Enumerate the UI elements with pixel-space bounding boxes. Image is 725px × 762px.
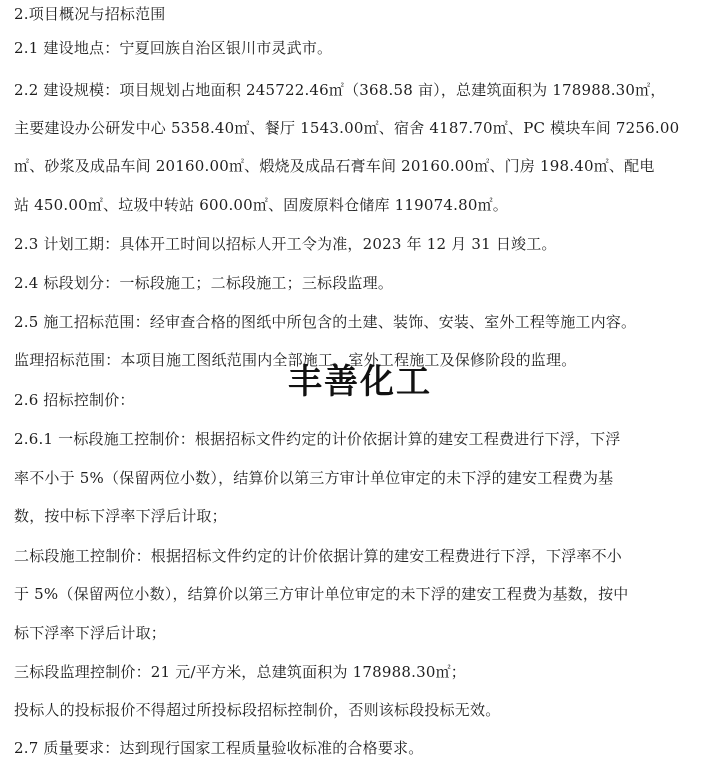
watermark-text: 丰善化工 [288,362,432,402]
scope-supervision-line: 监理招标范围：本项目施工图纸范围内全部施工、室外工程施工及保修阶段的监理。 [14,351,577,369]
section-title: 2.项目概况与招标范围 [14,5,166,23]
lot1-line-2: 率不小于 5%（保留两位小数），结算价以第三方审计单位审定的未下浮的建安工程费为基 [14,469,614,487]
price-title-line: 2.6 招标控制价： [14,391,135,409]
lot2-line-2: 于 5%（保留两位小数），结算价以第三方审计单位审定的未下浮的建安工程费为基数，按中 [14,585,629,603]
location-line: 2.1 建设地点：宁夏回族自治区银川市灵武市。 [14,39,333,57]
scale-line-2: 主要建设办公研发中心 5358.40㎡、餐厅 1543.00㎡、宿舍 4187.70㎡、PC 模块车间 7256.00 [14,119,680,137]
lot2-line-3: 标下浮率下浮后计取； [14,624,167,642]
scale-line-3: ㎡、砂浆及成品车间 20160.00㎡、煅烧及成品石膏车间 20160.00㎡、门房 198.40㎡、配电 [14,157,655,175]
scale-line-1: 2.2 建设规模：项目规划占地面积 245722.46㎡（368.58 亩），总建筑面积为 178988.30㎡， [14,81,666,99]
lot1-line-3: 数，按中标下浮率下浮后计取； [14,507,227,525]
scale-line-4: 站 450.00㎡、垃圾中转站 600.00㎡、固废原料仓储库 119074.80㎡。 [14,196,508,214]
lot1-line-1: 2.6.1 一标段施工控制价：根据招标文件约定的计价依据计算的建安工程费进行下浮，下浮 [14,430,621,448]
bid-limit-line: 投标人的投标报价不得超过所投标段招标控制价，否则该标段投标无效。 [14,701,501,719]
lot2-line-1: 二标段施工控制价：根据招标文件约定的计价依据计算的建安工程费进行下浮，下浮率不小 [14,547,623,565]
scope-construction-line: 2.5 施工招标范围：经审查合格的图纸中所包含的土建、装饰、安装、室外工程等施工内容。 [14,313,637,331]
lot3-line: 三标段监理控制价：21 元/平方米，总建筑面积为 178988.30㎡； [14,663,466,681]
lots-line: 2.4 标段划分：一标段施工；二标段施工；三标段监理。 [14,274,394,292]
schedule-line: 2.3 计划工期：具体开工时间以招标人开工令为准，2023 年 12 月 31 日竣工。 [14,235,557,253]
quality-line: 2.7 质量要求：达到现行国家工程质量验收标准的合格要求。 [14,739,424,757]
